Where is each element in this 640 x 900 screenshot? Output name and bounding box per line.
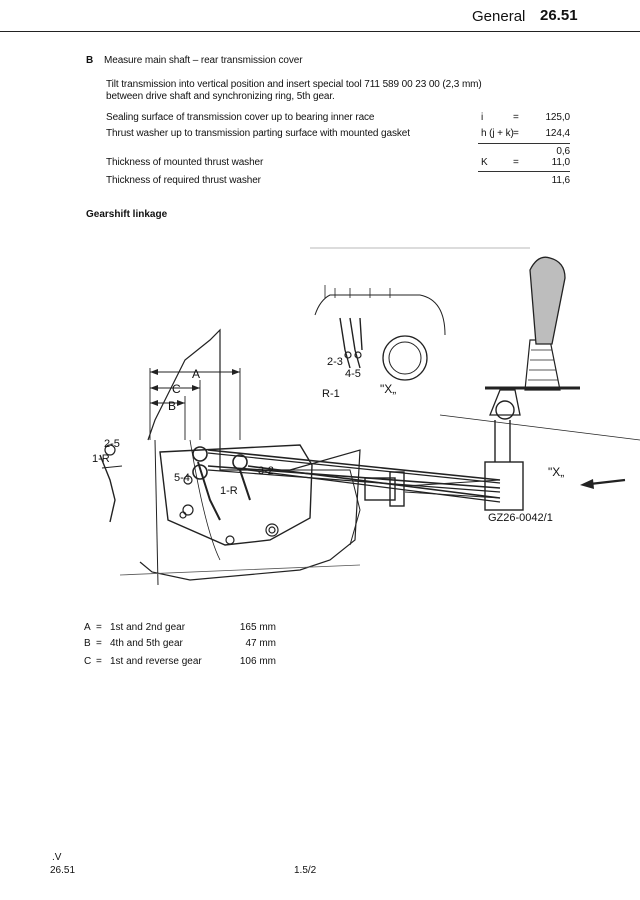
shift-knob xyxy=(530,257,565,344)
gate-label-3-2: 3-2 xyxy=(258,465,274,477)
figure-reference: GZ26-0042/1 xyxy=(488,512,553,524)
measurement-label: Thrust washer up to transmission parting surface with mounted gasket xyxy=(106,128,410,139)
measurement-value: 11,6 xyxy=(551,175,570,186)
measurement-value: 11,0 xyxy=(551,157,570,168)
dimension-value: 106 mm xyxy=(239,656,276,667)
dimension-letter: A xyxy=(84,622,91,633)
measurement-value: 125,0 xyxy=(545,112,570,123)
dimension-label-c: C xyxy=(172,382,181,396)
gate-label-5-4: 5-4 xyxy=(174,472,190,484)
dimension-description: 4th and 5th gear xyxy=(110,638,183,649)
view-label-x-inset: "X„ xyxy=(380,382,397,396)
measurement-label: Sealing surface of transmission cover up to bearing inner race xyxy=(106,112,375,123)
header-section-code: 26.51 xyxy=(540,7,578,24)
measurement-label: Thickness of required thrust washer xyxy=(106,175,261,186)
dimension-label-a: A xyxy=(192,367,201,381)
gate-label-1-r-left: 1-R xyxy=(92,453,110,465)
measurement-value: 0,6 xyxy=(556,146,570,157)
subtraction-rule xyxy=(478,143,570,144)
dimension-value: 165 mm xyxy=(239,622,276,633)
footer-page-number: 1.5/2 xyxy=(294,865,317,876)
section-instruction: Tilt transmission into vertical position and insert special tool 711 589 00 23 00 (2,3 mm) between drive shaft and synchronizing ring, 5th gear. xyxy=(106,79,482,102)
measurement-equals: = xyxy=(513,112,519,123)
dimension-value: 47 mm xyxy=(245,638,276,649)
section-title: Measure main shaft – rear transmission cover xyxy=(104,55,303,66)
sum-rule xyxy=(478,171,570,172)
dimension-description: 1st and 2nd gear xyxy=(110,622,186,633)
measurement-symbol: i xyxy=(481,112,484,123)
gate-label-2-5: 2-5 xyxy=(104,438,120,450)
section-letter: B xyxy=(86,55,94,66)
inset-label-4-5: 4-5 xyxy=(345,368,361,380)
dimension-equals: = xyxy=(96,638,102,649)
inset-outline xyxy=(315,295,445,335)
measurement-symbol: K xyxy=(481,157,488,168)
dimension-description: 1st and reverse gear xyxy=(110,656,202,667)
shift-lever-boot xyxy=(525,340,560,390)
dimension-letter: C xyxy=(84,656,92,667)
measurement-label: Thickness of mounted thrust washer xyxy=(106,157,264,168)
measurement-equals: = xyxy=(513,157,519,168)
dimension-letter: B xyxy=(84,638,91,649)
inset-label-2-3: 2-3 xyxy=(327,356,343,368)
measurement-equals: = xyxy=(513,128,519,139)
footer-mark: .V xyxy=(52,852,62,863)
measurement-value: 124,4 xyxy=(545,128,570,139)
subheading-gearshift-linkage: Gearshift linkage xyxy=(86,209,168,220)
dimension-equals: = xyxy=(96,656,102,667)
header-title: General xyxy=(472,8,526,25)
header-divider xyxy=(0,31,640,32)
gearshift-linkage-figure xyxy=(60,240,640,600)
view-label-x-right: "X„ xyxy=(548,465,565,479)
linkage-rod-upper xyxy=(208,450,500,480)
dimension-label-b: B xyxy=(168,399,177,413)
measurement-symbol: h (j + k) xyxy=(481,128,514,139)
dimension-equals: = xyxy=(96,622,102,633)
inset-label-r-1: R-1 xyxy=(322,388,340,400)
gate-label-1-r: 1-R xyxy=(220,485,238,497)
footer-section-code: 26.51 xyxy=(50,865,76,876)
